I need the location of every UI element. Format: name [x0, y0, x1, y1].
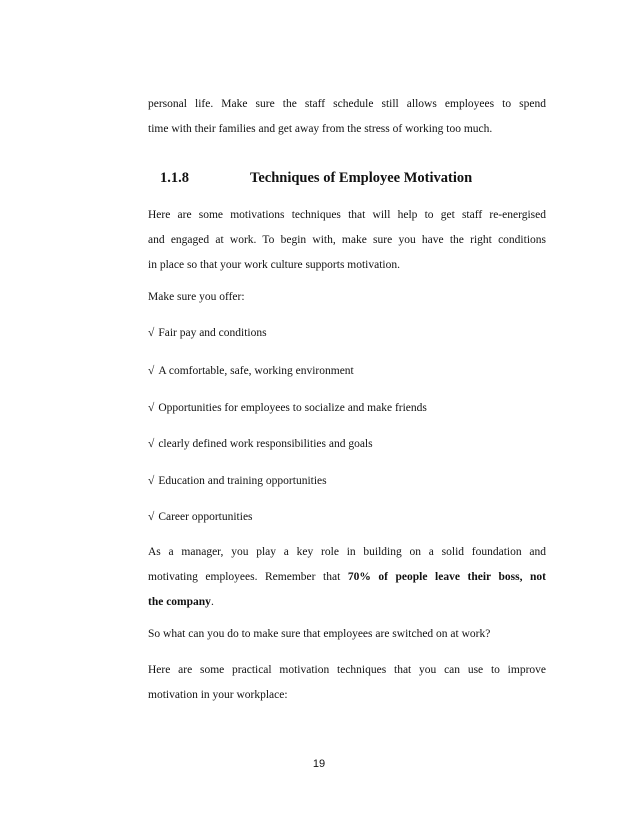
para2-line-2 [148, 565, 546, 590]
check-mark-icon: √ [148, 438, 155, 450]
checklist-item-text: clearly defined work responsibilities and goals [158, 438, 373, 450]
para2-line-3 [148, 590, 546, 615]
checklist-item [148, 434, 373, 454]
check-mark-icon: √ [148, 511, 155, 523]
para2-bold-claim: 70% of people leave their boss, not [347, 571, 546, 583]
offer-intro: Make sure you offer: [148, 291, 245, 303]
check-mark-icon: √ [148, 365, 155, 377]
checklist-item [148, 471, 327, 491]
para2-line-2-text: motivating employees. Remember that [148, 571, 348, 583]
checklist-item [148, 361, 354, 381]
para1-line-3: in place so that your work culture supports motivation. [148, 259, 400, 271]
para1-line-1: Here are some motivations techniques that will help to get staff re-energised [148, 209, 546, 221]
section-number: 1.1.8 [160, 170, 189, 186]
check-mark-icon: √ [148, 402, 155, 414]
para3-line-2: motivation in your workplace: [148, 689, 288, 701]
checklist-item-text: Opportunities for employees to socialize and make friends [158, 402, 427, 414]
checklist-item [148, 323, 267, 343]
checklist-item [148, 398, 427, 418]
checklist-item-text: A comfortable, safe, working environment [158, 365, 354, 377]
intro-line-1: personal life. Make sure the staff schedule still allows employees to spend [148, 98, 546, 110]
question-paragraph [148, 622, 546, 647]
section-title: Techniques of Employee Motivation [250, 170, 473, 186]
intro-paragraph [148, 92, 546, 142]
checklist-item-text: Fair pay and conditions [158, 327, 267, 339]
question-line: So what can you do to make sure that employees are switched on at work? [148, 628, 491, 640]
page-number: 19 [312, 758, 326, 770]
intro-line-2: time with their families and get away from the stress of working too much. [148, 123, 493, 135]
techniques-paragraph [148, 658, 546, 708]
check-mark-icon: √ [148, 475, 155, 487]
para2-bold-ending: the company [148, 596, 211, 608]
checklist-item [148, 507, 253, 527]
section-heading [160, 170, 472, 187]
para2-period: . [210, 596, 214, 608]
para3-line-1: Here are some practical motivation techniques that you can use to improve [148, 664, 546, 676]
check-mark-icon: √ [148, 327, 155, 339]
checklist-item-text: Career opportunities [158, 511, 253, 523]
motivation-intro-paragraph [148, 203, 546, 278]
para1-line-2: and engaged at work. To begin with, make sure you have the right conditions [148, 234, 546, 246]
para2-line-1: As a manager, you play a key role in building on a solid foundation and [148, 546, 546, 558]
checklist-item-text: Education and training opportunities [158, 475, 327, 487]
manager-paragraph [148, 540, 546, 615]
